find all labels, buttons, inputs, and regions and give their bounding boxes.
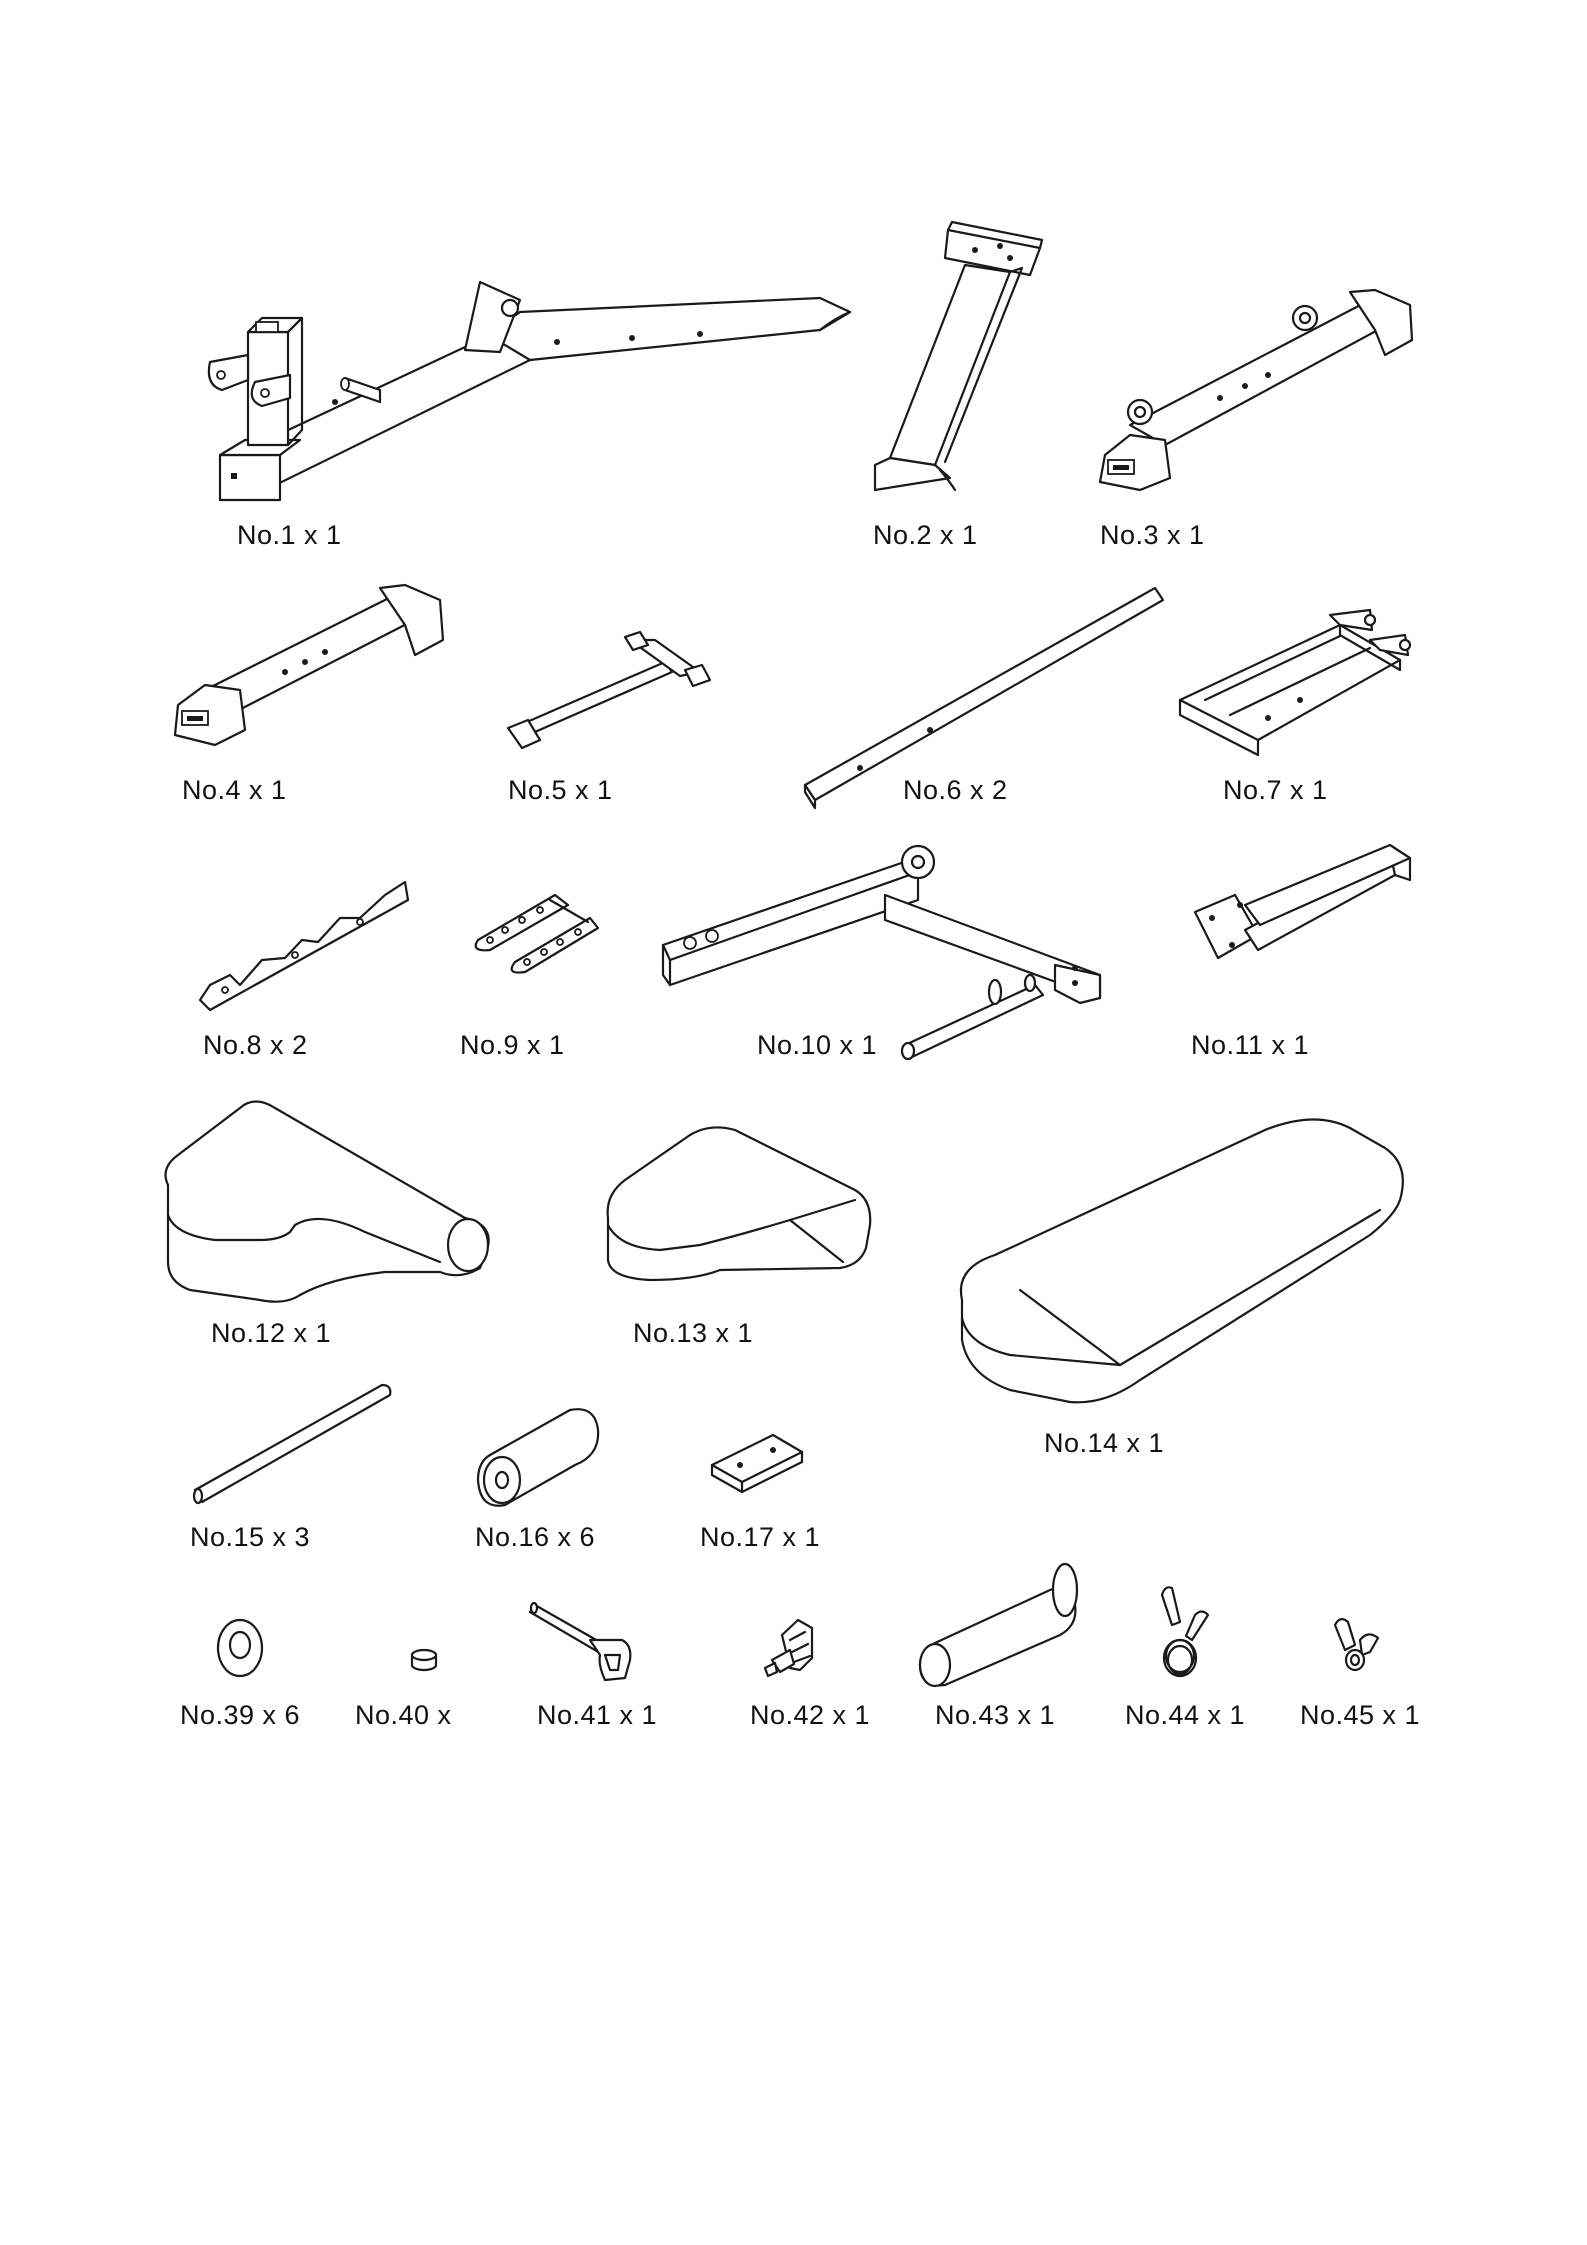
part-label: No.17 x 1: [700, 1522, 821, 1552]
part-label: No.5 x 1: [508, 775, 613, 805]
part-label: No.1 x 1: [237, 520, 342, 550]
part-label: No.3 x 1: [1100, 520, 1205, 550]
part-label: No.14 x 1: [1044, 1428, 1165, 1458]
part-label: No.2 x 1: [873, 520, 978, 550]
part-label: No.44 x 1: [1125, 1700, 1246, 1730]
part-label: No.12 x 1: [211, 1318, 332, 1348]
part-label: No.41 x 1: [537, 1700, 658, 1730]
part-label: No.40 x: [355, 1700, 452, 1730]
part-label: No.39 x 6: [180, 1700, 301, 1730]
part-label: No.16 x 6: [475, 1522, 596, 1552]
part-label: No.4 x 1: [182, 775, 287, 805]
part-label: No.7 x 1: [1223, 775, 1328, 805]
part-label: No.9 x 1: [460, 1030, 565, 1060]
part-label: No.6 x 2: [903, 775, 1008, 805]
part-label: No.42 x 1: [750, 1700, 871, 1730]
part-label: No.15 x 3: [190, 1522, 311, 1552]
part-label: No.11 x 1: [1191, 1030, 1310, 1060]
part-label: No.13 x 1: [633, 1318, 754, 1348]
part-label: No.43 x 1: [935, 1700, 1056, 1730]
part-label: No.8 x 2: [203, 1030, 308, 1060]
part-label: No.10 x 1: [757, 1030, 878, 1060]
part-label: No.45 x 1: [1300, 1700, 1421, 1730]
